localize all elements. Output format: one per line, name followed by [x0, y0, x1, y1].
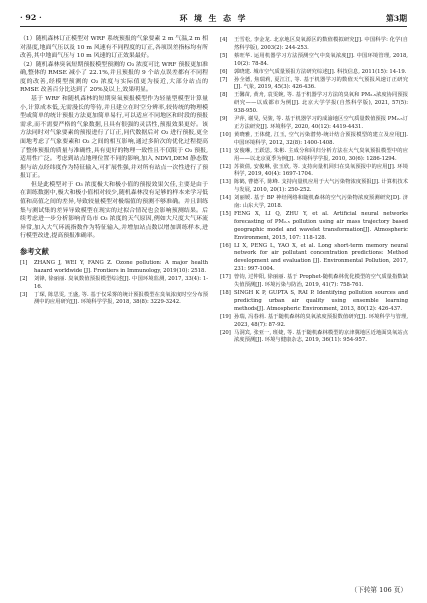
reference-number: [19]	[220, 313, 231, 320]
reference-item	[220, 132, 408, 148]
reference-text: 陈鹤, 曹德平, 陈峰. 支持向量机应用于大气污染物浓度预报[J]. 计算机技术与发展, 2010, 20(1): 250-252.	[234, 179, 408, 194]
reference-text: 曾钧, 过仲阳, 徐丽丽. 基于 Prophet-随机森林优化模型的空气质量指数缺失值预测[J]. 环境污染与防治, 2019, 41(7): 758-761.	[234, 274, 408, 289]
header-rule	[20, 26, 407, 27]
reference-item	[220, 164, 408, 180]
reference-text: 王馨苗, 黄舟, 袁雯婉, 等. 基于机器学习方法的臭氧和 PM₂.₅浓度协同预报研究——以成都市为例[J]. 北京大学学报(自然科学版), 2021, 57(5): 938-950.	[234, 92, 408, 115]
reference-number: [2]	[20, 275, 28, 282]
reference-number: [7]	[220, 76, 228, 83]
paragraph: 基于 WRF 和随机森林的短期臭氧预报模型作为轻量型模型计算量小,计算成本低,无需漫长的等待,并且建立在时空分辨率,较传统的物理模型或简单的统计预报方法更加简单易行,可以适应不同地区和时段的预报需求,而不需要严格的气象数据,且具有很强的灵活性,预报效果更好。该方法同时对气象要素的预报进行了订正,同代数据后对 O₃ 进行预报,更全面地考虑了气象要素和 O₃ 之间的相互影响,通过多阶次的优化过程提高了整体预报的质量与准确性,具有更好的物理一致性且不仅限于 O₃ 预报,适用性广泛。考虑到站点地理位置不同的影响,加入 NDVI,DEM 静态数据与站点经纬度作为特征输入,可扩展性强,并对所有站点一次性进行了预报订正。	[20, 96, 208, 180]
reference-text: 安俊琳, 王跃思, 朱彬. 主成分和回归分析方法在大气臭氧预报模型中的应用——以北京夏季为例[J]. 环境科学学报, 2010, 30(6): 1286-1294.	[234, 147, 408, 162]
reference-item	[220, 148, 408, 164]
left-column	[20, 35, 208, 307]
reference-item	[220, 77, 408, 93]
reference-number: [20]	[220, 329, 231, 336]
reference-number: [6]	[220, 68, 228, 75]
reference-number: [18]	[220, 290, 231, 296]
reference-item	[20, 260, 208, 276]
reference-item	[220, 179, 408, 195]
reference-text: 尹萍, 谢旻, 吴骏, 等. 基于机器学习的成渝地区空气质量数值预报 PM₂.₅订正方法研究[J]. 环境科学, 2020, 40(12): 4419-4431.	[234, 116, 408, 130]
reference-item	[220, 92, 408, 116]
journal-title: 环 境 生 态 学	[179, 14, 248, 23]
reference-item	[20, 292, 208, 308]
reference-item	[220, 37, 408, 53]
reference-number: [16]	[220, 242, 231, 249]
reference-number: [11]	[220, 147, 231, 154]
reference-item	[220, 290, 408, 314]
reference-number: [12]	[220, 163, 231, 170]
reference-number: [5]	[220, 52, 228, 59]
right-column	[220, 37, 408, 345]
reference-number: [3]	[20, 291, 28, 298]
reference-text: 郭晓建. 城市空气质量预报方法研究综述[J]. 科技信息, 2011(15): 14-19.	[234, 68, 407, 75]
reference-text: LI X, PENG L, YAO X, et al. Long short-term memory neural network for air pollutant concentration predictions: Method development and evaluation [J]. Environmental Pollution, 2017, 231: 997-1004.	[234, 242, 408, 273]
reference-number: [10]	[220, 131, 231, 138]
reference-text: 丁琛, 陈思雯, 王盛, 等. 基于仅采雾的统计预报模型在臭氧浓度时空分布预测中的应用研究[J]. 环境科学学报, 2018, 38(8): 3229-3242.	[34, 291, 208, 306]
reference-number: [14]	[220, 195, 231, 202]
reference-number: [15]	[220, 210, 231, 217]
reference-list	[20, 260, 208, 307]
reference-number: [9]	[220, 116, 228, 123]
issue-label: 第3期	[385, 14, 407, 23]
page-number: · 92 ·	[20, 13, 42, 22]
reference-text: 孙瑞, 冯春莉. 基于随机森林的臭氧浓度预报数值研究[J]. 环境科学与管理, 2023, 48(7): 87-92.	[234, 313, 408, 328]
reference-number: [17]	[220, 274, 231, 281]
reference-item	[220, 314, 408, 330]
continued-note: （下转第 106 页）	[350, 586, 407, 594]
reference-number: [4]	[220, 37, 228, 43]
reference-item	[220, 116, 408, 132]
reference-number: [13]	[220, 179, 231, 186]
reference-text: ZHANG J, WEI Y, FANG Z. Ozone pollution: A major health hazard worldwide [J]. Frontiers in Immunology, 2019(10): 2518.	[34, 259, 208, 274]
reference-item	[220, 211, 408, 243]
reference-item	[220, 274, 408, 290]
page-header	[20, 13, 407, 25]
reference-list	[220, 37, 408, 345]
reference-number: [8]	[220, 92, 228, 99]
references-heading: 参考文献	[20, 246, 49, 256]
reference-item	[220, 243, 408, 275]
reference-text: 蔡旺华. 运用机器学习方法预测空气中臭氧浓度[J]. 中国环境管理, 2018, 10(2): 78-84.	[234, 52, 408, 67]
reference-item	[220, 53, 408, 69]
reference-number: [1]	[20, 259, 28, 266]
reference-item	[220, 69, 408, 77]
reference-item	[220, 330, 408, 346]
reference-text: 苏筱倩, 安俊琳, 张玉欣, 等. 支持向量机回归在臭氧预报中的应用[J]. 环境科学, 2019, 40(4): 1697-1704.	[234, 163, 408, 178]
reference-text: 刘锋, 徐丽丽. 臭氧数值预报模型综述[J]. 中国环境监测, 2017, 33(4): 1-16.	[34, 275, 208, 290]
reference-text: SINGH K P, GUPTA S, RAI P. Identifying pollution sources and predicting urban air quality using ensemble learning methods[J]. Atmospheric Environment, 2013, 80(12): 426-437.	[234, 290, 408, 312]
reference-text: 马洞宾, 张亚一, 班婕, 等. 基于随机森林模型的京津冀地区近地面臭氧站点浓度预测[J]. 环境与健康杂志, 2019, 36(11): 954-957.	[234, 329, 408, 344]
paragraph: （1）随机森林订正模型对 WRF 系统预报的气象要素 2 m 气温,2 m 相对湿度,地面气压以及 10 m 风速有不同程度的订正,各项误差指标均有所改善,其中地面气压与 10 m 风速的订正效果最好。	[20, 36, 208, 60]
reference-text: 黄晓雅, 王体健, 江玉, 空气污染潜势-统计结合预报模型的建立及应用[J]. 中国环境科学, 2012, 32(8): 1400-1408.	[234, 131, 408, 146]
reference-item	[20, 276, 208, 292]
reference-text: 王雪松, 李金龙. 北京地区臭氧源区的数值模拟研究[J]. 中国科学: 化学(自然科学版), 2003(2): 244-253.	[234, 37, 408, 51]
reference-item	[220, 195, 408, 211]
reference-text: FENG X, LI Q, ZHU Y, et al. Artificial neural networks forecasting of PM₂.₅ pollution using air mass trajectory based geographic model and wavelet transformation[J]. Atmospheric Environment, 2015, 107: 118-128.	[234, 210, 408, 241]
paragraph: （2）随机森林臭氧短期预报模型预测的 O₃ 浓度可比 WRF 预报更加准确,整体的 RMSE 减小了 22.1%,并且预报的 9 个站点误差都有不同程度的改善,经模型预测的 O₃ 浓度与实际值更为接近,大部分站点的 RMSE 改善百分比达到了 20%及以上,效果明显。	[20, 61, 208, 94]
reference-text: 孙全德, 焦瑞莉, 夏江江, 等. 基于机器学习的数值天气预报风速订正研究[J]. 气象, 2019, 45(3): 426-436.	[234, 76, 408, 91]
reference-text: 刘丽媛. 基于 BP 神经网络和随机森林的空气污染物浓度预测研究[D]. 济南: 山东大学, 2018.	[234, 195, 408, 210]
paragraph: 但是此模型对于 O₃ 浓度极大和极小值的预报效果欠佳,主要是由于在训练数据中,极大和极小值相对较少,随机森林没有足够的样本来学习低值和高值之间的差异,导致较量模型对极端值的预测不够准确。并且训练集与测试集的差异导致模型在现实的过拟合情况也会影响预测结果。后续考虑进一步分析影响青岛市 O₃ 浓度的天气原因,例如大尺度大气环流异常,加入大气环流指数作为特征输入,并增加站点数以增加训练样本,进行模型改进,提高预报准确率。	[20, 181, 208, 240]
